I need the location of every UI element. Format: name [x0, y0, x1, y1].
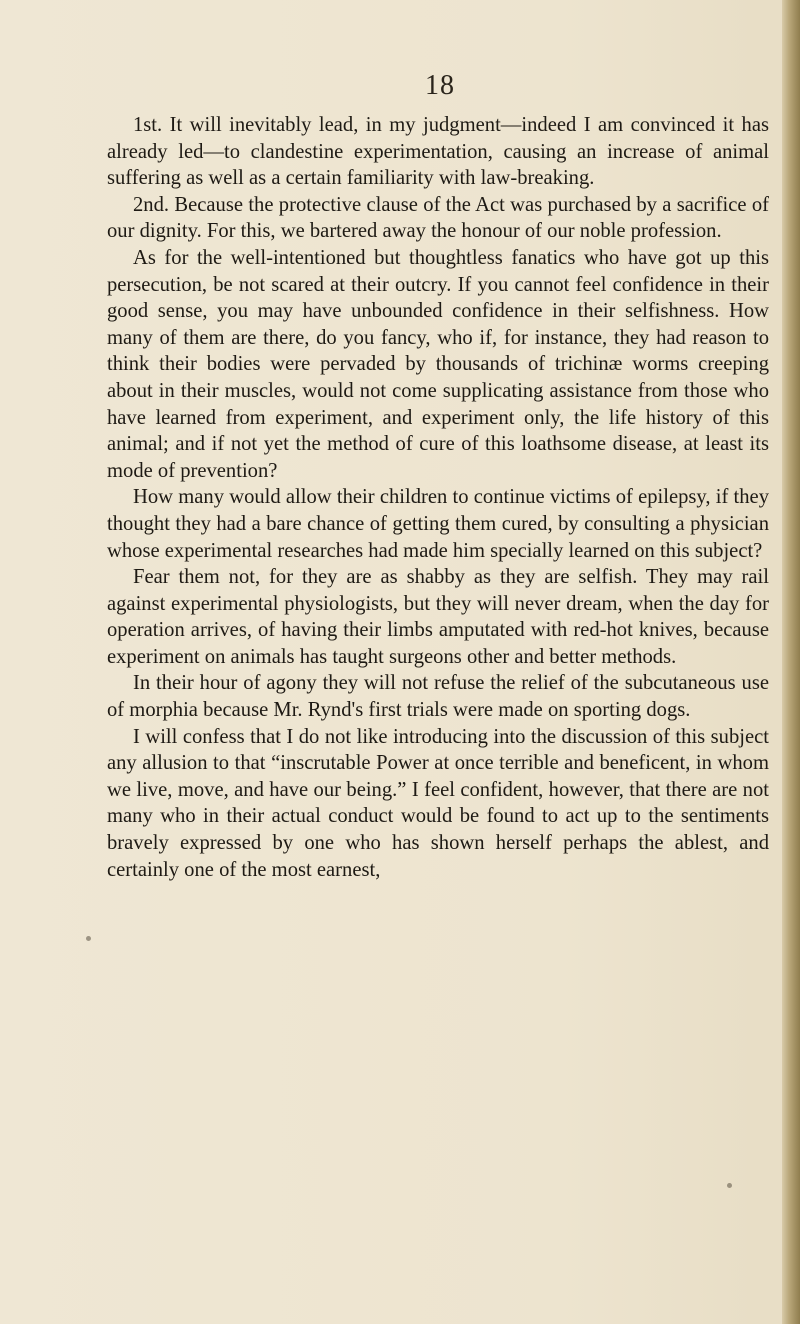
paragraph-first-reason: 1st. It will inevitably lead, in my judgment—indeed I am convinced it has already led—to clandestine experimentation, causing an increase of animal suffering as well as a certain familiarity with law-breaking.: [107, 114, 769, 190]
paragraph-epilepsy: How many would allow their children to continue victims of epilepsy, if they thought they had a bare chance of getting them cured, by consulting a physician whose experimental researches had made him specially learned on this subject?: [107, 486, 769, 562]
paragraph-second-reason: 2nd. Because the protective clause of the Act was purchased by a sacrifice of our dignity. For this, we bartered away the honour of our noble profession.: [107, 193, 769, 243]
page-edge: [782, 0, 800, 1324]
body-text: [107, 112, 769, 883]
paragraph-fear-them-not: Fear them not, for they are as shabby as they are selfish. They may rail against experimental physiologists, but they will never dream, when the day for operation arrives, of having their limbs amputated with red-hot knives, because experiment on animals has taught surgeons other and better methods.: [107, 566, 769, 668]
ink-spot: [86, 936, 91, 941]
page-number: 18: [425, 70, 455, 101]
paragraph-morphia: In their hour of agony they will not refuse the relief of the subcutaneous use of morphia because Mr. Rynd's first trials were made on sporting dogs.: [107, 672, 769, 722]
paragraph-inscrutable-power: I will confess that I do not like introducing into the discussion of this subject any allusion to that “inscrutable Power at once terrible and beneficent, in whom we live, move, and have our being.” I feel confident, however, that there are not many who in their actual conduct would be found to act up to the sentiments bravely expressed by one who has shown herself perhaps the ablest, and certainly one of the most earnest,: [107, 725, 769, 881]
ink-spot: [727, 1183, 732, 1188]
paragraph-fanatics: As for the well-intentioned but thoughtless fanatics who have got up this persecution, be not scared at their outcry. If you cannot feel confidence in their good sense, you may have unbounded confidence in their selfishness. How many of them are there, do you fancy, who if, for instance, they had reason to think their bodies were pervaded by thousands of trichinæ worms creeping about in their muscles, would not come supplicating assistance from those who have learned from experiment, and experiment only, the life history of this animal; and if not yet the method of cure of this loathsome disease, at least its mode of prevention?: [107, 246, 769, 482]
